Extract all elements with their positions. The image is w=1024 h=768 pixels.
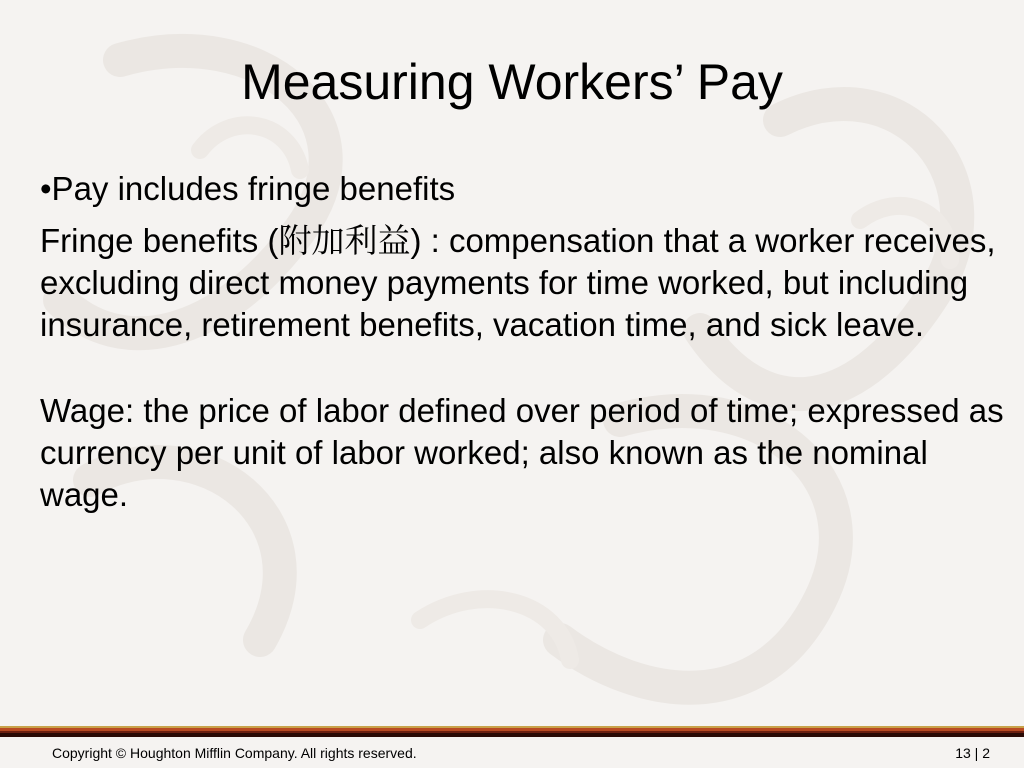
wage-definition: Wage: the price of labor defined over period of time; expressed as currency per unit of labor worked; also known as the nominal wage. bbox=[40, 392, 1004, 513]
slide-title: Measuring Workers’ Pay bbox=[241, 54, 783, 110]
page-number: 13 | 2 bbox=[955, 745, 990, 761]
footer-divider bbox=[0, 726, 1024, 737]
bullet-pay-includes: •Pay includes fringe benefits bbox=[40, 170, 456, 207]
copyright-notice: Copyright © Houghton Mifflin Company. All rights reserved. bbox=[52, 745, 417, 761]
fringe-benefits-definition: Fringe benefits (附加利益) : compensation that a worker receives, excluding direct money payments for time worked, but including insurance, retirement benefits, vacation time, and sick leave. bbox=[40, 222, 996, 343]
slide-body bbox=[40, 168, 1010, 516]
